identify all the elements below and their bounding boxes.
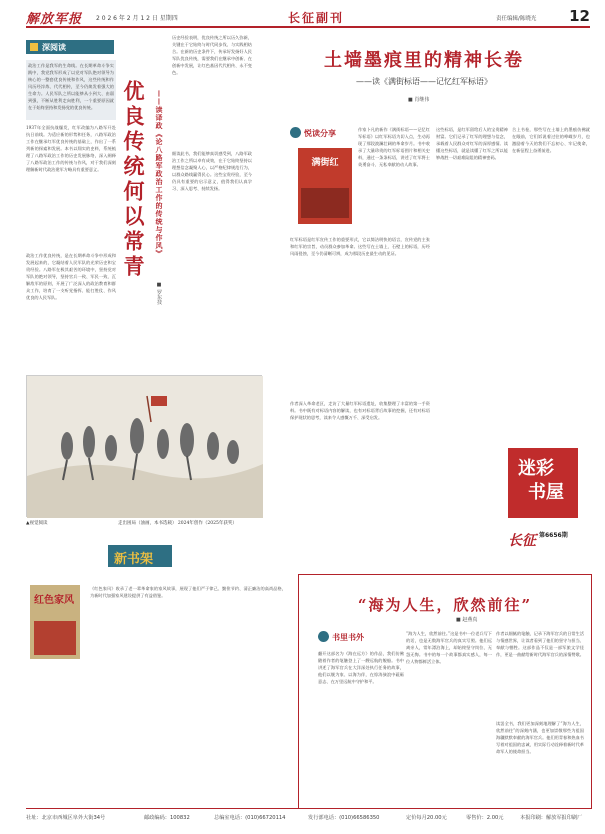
new-books-label-text: 新书架 xyxy=(114,552,154,567)
issue-date: 2 0 2 6 年 2 月 1 2 日 星期四 xyxy=(96,15,178,22)
books-inside-outside-label: 书里书外 xyxy=(318,630,374,644)
deep-reading-label: 深阅读 xyxy=(26,40,114,54)
painting-illustration xyxy=(27,376,263,518)
boxed-article-body-4: 读罢全书，我们更加深刻地理解了“海为人生，欣然前往”的深刻内涵，也更加崇敬那些为祖国海疆默默奉献的海军官兵。他们用青春和热血书写着对祖国的忠诚，用实际行动诠释着新时代革命军人的使命担当。 xyxy=(496,721,584,754)
boxed-article-title: “海为人生，欣然前往” xyxy=(357,596,533,614)
right-article-body-5: 合上书卷，那些写在土墙上的墨痕仿佛就在眼前，它们诉说着过往的峥嵘岁月，也激励着今天的我们不忘初心、牢记使命，在新征程上奋勇前进。 xyxy=(512,127,590,153)
right-article-subtitle: ——读《满街标语——记忆红军标语》 xyxy=(356,77,492,86)
page-number: 12 xyxy=(569,7,590,25)
photo-caption: 走出困局（油画，本书选载） 2024年创作（2025年获奖） xyxy=(118,521,237,526)
painting-photo xyxy=(26,375,262,517)
footer-distribution-phone: 发行部电话：(010)66586350 xyxy=(308,815,380,821)
camo-bookhouse-badge xyxy=(508,448,578,518)
right-article-title: 土墙墨痕里的精神长卷 xyxy=(324,50,524,71)
newspaper-logo: 解放军报 xyxy=(26,12,83,27)
left-article-author: ■ 罗东技 xyxy=(156,282,162,305)
boxed-article-author: ■ 赵燕真 xyxy=(456,617,478,623)
footer-postcode: 邮政编码：100832 xyxy=(144,815,190,821)
changzheng-logo: 长征 xyxy=(508,533,536,549)
right-article-body-3: 作者深入革命老区，走访了大量红军标语遗址，收集整理了丰富的第一手资料。书中既有对标语内容的解读，也有对标语背后故事的挖掘，还有对标语保护现状的思考，读来令人感慨万千、深受启发。 xyxy=(290,401,430,420)
left-article-body-2: 政治工作优良传统，是在长期革命斗争中形成和发展起来的，它凝结着人民军队的光荣历史和宝贵经验。八路军在极其艰苦的环境中，坚持党对军队的绝对领导，坚持官兵一致、军民一致、瓦解敌军的原则，开展了广泛深入的政治教育和群众工作，培育了一支听党指挥、能打胜仗、作风优良的人民军队。 xyxy=(26,253,116,300)
right-article-body-2: 红军标语是红军宣传工作的重要形式，它以简洁明快的语言，宣传党的主张和红军的宗旨，动员群众参加革命。这些写在土墙上、石壁上的标语，历经风雨侵蚀，至今仍清晰可辨，成为那段历史最生动的见证。 xyxy=(290,237,430,256)
footer-printer: 本报印刷：解放军报印刷厂 xyxy=(520,815,583,821)
footer-price: 定价每月20.00元 xyxy=(406,815,447,821)
photo-caption-label: ▲视觉阅读 xyxy=(26,521,48,526)
new-books-body: 《红色家风》收录了老一辈革命家的家风故事，展现了他们严于律己、勤俭节约、清正廉洁的高尚品格，为新时代加强家风建设提供了有益借鉴。 xyxy=(90,586,286,598)
right-article-body-1: 作家卜凡的新作《满街标语——记忆红军标语》以红军标语为切入点，生动再现了那段波澜壮阔的革命岁月。书中收录了大量珍贵的红军标语图片和相关史料，通过一条条标语，讲述了红军将士英勇奋斗、无私奉献的动人故事。 xyxy=(358,127,430,167)
left-article-body-1: 1937年全面抗战爆发，红军改编为八路军开赴抗日前线。为适应新的形势和任务，八路军政治工作在继承红军优良传统的基础上，作出了一系列新的探索和发展。本书以翔实的史料，系统梳理了八路军政治工作的历史发展脉络，深入阐释了八路军政治工作的传统与作风，对于我们深刻理解新时代政治建军方略具有重要意义。 xyxy=(26,125,116,172)
left-article-body-3: 历史经验表明，优良传统之所以历久弥新，关键在于它始终与时代同步伐、与实践相结合。在新的历史条件下，传承好发扬好人民军队优良传统，需要我们在继承中创新、在创新中发展，让红色基因代代相传、永不变色。 xyxy=(172,35,252,75)
footer-retail-price: 零售价：2.00元 xyxy=(466,815,504,821)
left-article-title: 优良传统何以常青 xyxy=(121,80,146,280)
boxed-article-body-3: 作者以细腻的笔触，记录下海军官兵的日常生活与情感世界，让读者看到了他们的坚守与担当、奉献与牺牲。这部作品不仅是一部军旅文学佳作，更是一曲献给新时代海军官兵的深情赞歌。 xyxy=(496,631,584,657)
book-cover-image xyxy=(298,148,352,224)
left-article-intro: 政治工作是我军的生命线。在长期革命斗争实践中，我党我军形成了以党对军队绝对领导为核心的一整套优良传统和作风，这些传统和作风历经淬炼、代代相传，至今仍焕发着强大的生命力。人民军队之所以能够从小到大、由弱到强，不断从胜利走向胜利，一个重要原因就在于始终坚持和发扬党的优良传统。 xyxy=(26,60,116,120)
left-article-subtitle: ——读译政《论八路军政治工作的传统与作风》 xyxy=(155,90,164,258)
badge-line-1: 迷彩 xyxy=(518,458,554,479)
reading-share-label: 悦读分享 xyxy=(290,126,346,140)
new-books-label xyxy=(108,545,172,567)
book-cover-art xyxy=(301,188,349,218)
boxed-article-body-1: 翻开这部名为《海在远方》的作品，我们仿佛随着作者的笔触登上了一艘远航的舰船。书中讲述了海军官兵在大洋深处执行任务的故事，他们以舰为家、以海为伴，在惊涛骇浪中砥砺意志、在万里远航中守护和平。 xyxy=(318,651,404,684)
masthead xyxy=(26,6,590,28)
book-cover-title: 满街红 xyxy=(311,158,339,168)
editor-credit: 责任编辑/陈晓光 xyxy=(496,16,537,22)
badge-line-2: 书屋 xyxy=(528,482,564,503)
right-article-author: ■ 肖继伟 xyxy=(408,97,430,103)
red-family-cover-art xyxy=(34,621,76,655)
left-article-body-4: 细读此书，我们能够真切感受到，八路军政治工作之所以卓有成效，在于它始终坚持以理想信念凝聚人心，以严格纪律规范行为，以群众路线赢得民心。这些宝贵经验，至今仍具有重要的启示意义，值得我们认真学习、深入思考、持续发扬。 xyxy=(172,151,252,191)
section-title: 长征副刊 xyxy=(288,11,345,25)
footer-address: 社址：北京市西城区阜外大街34号 xyxy=(26,815,106,821)
right-article-body-4: 这些标语，是红军留给后人的宝贵精神财富。它们记录了红军的理想与信念，承载着人民群众对红军的深厚感情。读懂这些标语，就是读懂了红军之所以能够战胜一切艰难险阻的精神密码。 xyxy=(436,127,508,160)
page-footer xyxy=(26,808,592,828)
footer-editorial-phone: 总编室电话：(010)66720114 xyxy=(214,815,286,821)
issue-number: 第6656期 xyxy=(539,532,568,539)
boxed-article-body-2: “海为人生，欣然前往。”这是书中一位老兵写下的话，也是无数海军官兵的真实写照。他们远离亲人，常年漂泊海上，却始终坚守岗位、无怨无悔。书中的每一个故事都真实感人，每一位人物都鲜活立体。 xyxy=(406,631,492,664)
red-family-book-cover xyxy=(30,585,80,659)
red-family-cover-title: 红色家风 xyxy=(34,595,74,606)
